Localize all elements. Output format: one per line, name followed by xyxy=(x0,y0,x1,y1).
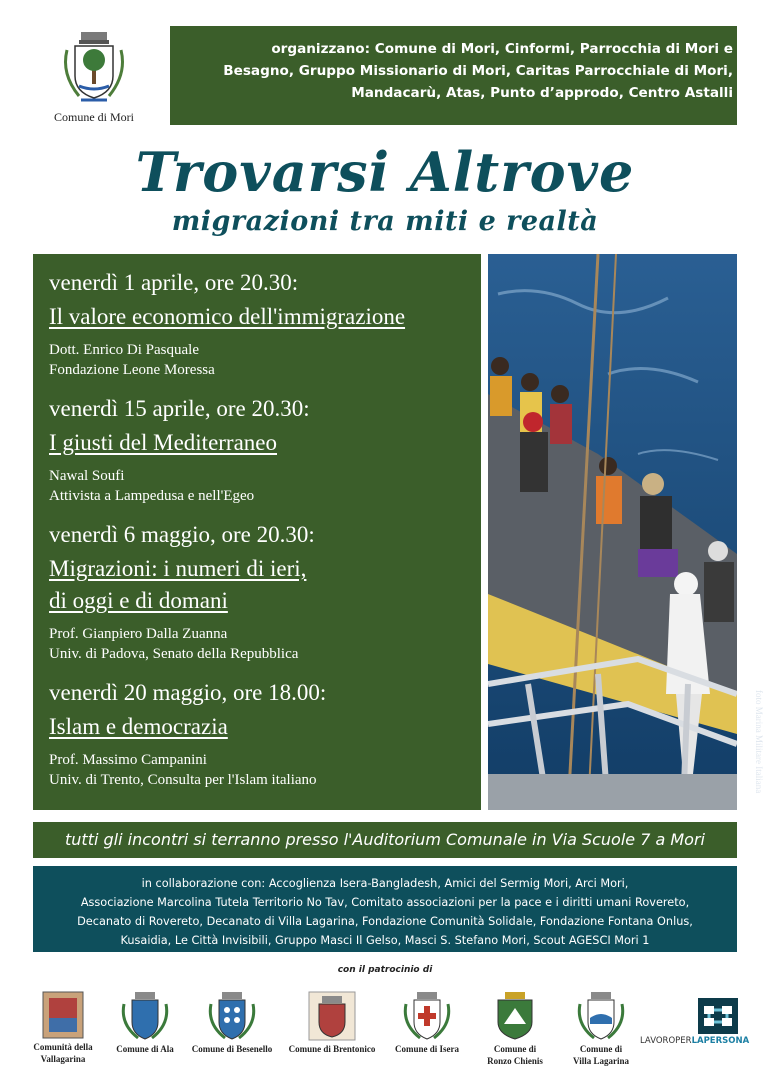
isera-crest-icon xyxy=(402,990,452,1042)
besenello-crest-icon xyxy=(207,990,257,1042)
event-talk-title: Islam e democrazia xyxy=(49,714,228,739)
lavoro-logo-icon xyxy=(698,998,738,1034)
photo-credit: foto Marina Militare Italiana xyxy=(754,690,764,794)
villa-lagarina-crest-icon xyxy=(576,990,626,1042)
patron-name: Comune di xyxy=(579,1044,623,1054)
patron-name: Comune di Besenello xyxy=(191,1044,273,1054)
patron-name: Villa Lagarina xyxy=(573,1056,629,1066)
patron-villa-lagarina xyxy=(556,990,646,1066)
patron-name: Vallagarina xyxy=(40,1054,86,1064)
event-date: venerdì 15 aprile, ore 20.30: xyxy=(49,396,310,421)
lavoro-per-la-persona-logo xyxy=(640,998,750,1048)
lavoro-logo-word: PER xyxy=(675,1036,692,1046)
organizers-line: organizzano: Comune di Mori, Cinformi, Parrocchia di Mori e xyxy=(271,41,733,57)
event-item xyxy=(49,520,481,664)
patron-ronzo-chienis xyxy=(470,990,560,1066)
patron-vallagarina xyxy=(18,990,108,1064)
poster-title: Trovarsi Altrove xyxy=(135,140,635,204)
logo-caption: Comune di Mori xyxy=(54,110,134,124)
patron-besenello xyxy=(187,990,277,1054)
speaker-name: Prof. Massimo Campanini xyxy=(49,752,207,768)
collaboration-line: in collaborazione con: Accoglienza Isera-Bangladesh, Amici del Sermig Mori, Arci Mori, xyxy=(141,877,629,890)
event-date: venerdì 1 aprile, ore 20.30: xyxy=(49,270,299,295)
ala-crest-icon xyxy=(120,990,170,1042)
patron-name: Ronzo Chienis xyxy=(487,1056,543,1066)
mori-crest-icon xyxy=(59,30,129,106)
event-item xyxy=(49,394,481,506)
patron-name: Comune di Ala xyxy=(116,1044,174,1054)
patron-name: Comune di Isera xyxy=(394,1044,459,1054)
event-talk-title: di oggi e di domani xyxy=(49,588,228,613)
migrant-boat-photo-image xyxy=(488,254,737,810)
rescue-photo xyxy=(488,254,737,810)
patronage-label: con il patrocinio di xyxy=(337,965,433,975)
organizers-line: Besagno, Gruppo Missionario di Mori, Caritas Parrocchiale di Mori, xyxy=(223,63,733,79)
vallagarina-crest-icon xyxy=(41,990,85,1040)
speaker-name: Nawal Soufi xyxy=(49,468,125,484)
event-date: venerdì 20 maggio, ore 18.00: xyxy=(49,680,327,705)
ronzo-chienis-crest-icon xyxy=(490,990,540,1042)
organizers-line: Mandacarù, Atas, Punto d’approdo, Centro Astalli xyxy=(351,85,733,101)
speaker-affiliation: Attivista a Lampedusa e nell'Egeo xyxy=(49,488,255,504)
lavoro-logo-word: PERSONA xyxy=(703,1036,750,1046)
lavoro-logo-word: LA xyxy=(691,1036,704,1046)
patron-name: Comune di Brentonico xyxy=(288,1044,376,1054)
poster-subtitle: migrazioni tra miti e realtà xyxy=(171,206,599,237)
collaboration-line: Decanato di Rovereto, Decanato di Villa Lagarina, Fondazione Comunità Solidale, Fondazione Fontana Onlus, xyxy=(77,915,693,928)
patron-name: Comune di xyxy=(493,1044,537,1054)
patron-isera xyxy=(382,990,472,1054)
event-item xyxy=(49,268,481,380)
collaboration-line: Associazione Marcolina Tutela Territorio No Tav, Comitato associazioni per la pace e i diritti umani Rovereto, xyxy=(80,896,690,909)
event-date: venerdì 6 maggio, ore 20.30: xyxy=(49,522,315,547)
speaker-name: Prof. Gianpiero Dalla Zuanna xyxy=(49,626,228,642)
lavoro-logo-text xyxy=(640,1036,749,1046)
speaker-affiliation: Fondazione Leone Moressa xyxy=(49,362,215,378)
patron-brentonico xyxy=(287,990,377,1054)
venue-banner: tutti gli incontri si terranno presso l'Auditorium Comunale in Via Scuole 7 a Mori xyxy=(33,822,737,858)
patron-name: Comunità della xyxy=(33,1042,93,1052)
event-talk-title: I giusti del Mediterraneo xyxy=(49,430,278,455)
event-talk-title: Il valore economico dell'immigrazione xyxy=(49,304,406,329)
speaker-name: Dott. Enrico Di Pasquale xyxy=(49,342,199,358)
speaker-affiliation: Univ. di Trento, Consulta per l'Islam italiano xyxy=(49,772,317,788)
brentonico-crest-icon xyxy=(307,990,357,1042)
comune-di-mori-logo xyxy=(40,30,148,125)
speaker-affiliation: Univ. di Padova, Senato della Repubblica xyxy=(49,646,299,662)
organizers-banner xyxy=(170,26,737,125)
patron-ala xyxy=(100,990,190,1054)
collaboration-line: Kusaidia, Le Città Invisibili, Gruppo Masci Il Gelso, Masci S. Stefano Mori, Scout AGESCI Mori 1 xyxy=(120,934,650,947)
program-panel xyxy=(33,254,481,810)
collaboration-box xyxy=(33,866,737,952)
event-talk-title: Migrazioni: i numeri di ieri, xyxy=(49,556,307,581)
event-item xyxy=(49,678,481,790)
lavoro-logo-word: LAVORO xyxy=(640,1036,676,1046)
